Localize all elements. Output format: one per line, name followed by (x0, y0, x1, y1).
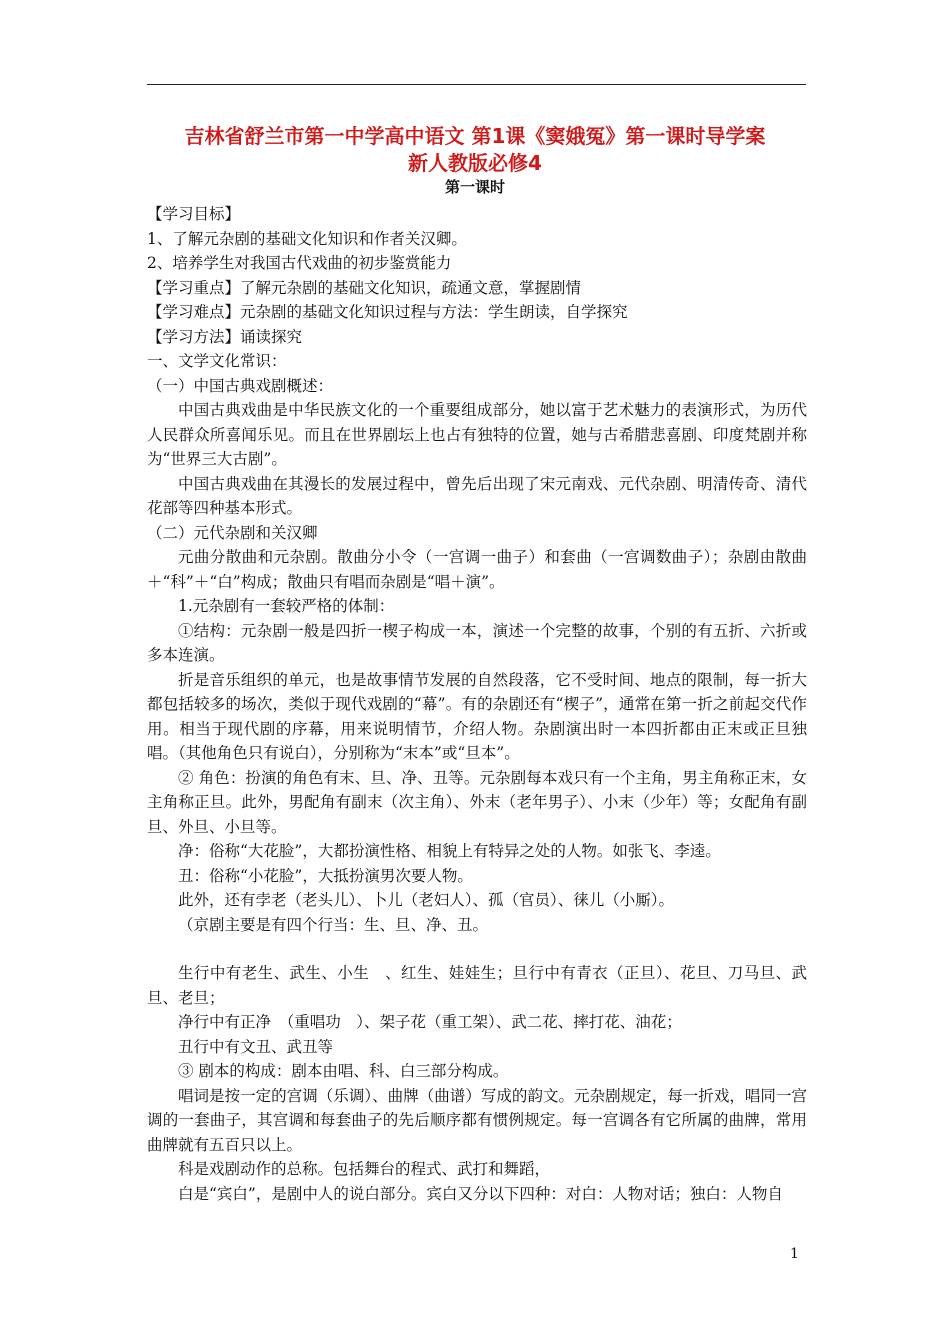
paragraph: 净行中有正净 （重唱功 ）、架子花（重工架）、武二花、摔打花、油花； (178, 1013, 682, 1031)
document-title-line1: 吉林省舒兰市第一中学高中语文 第1课《窦娥冤》第一课时导学案 (184, 124, 766, 148)
paragraph: 丑：俗称“小花脸”，大抵扮演男次要人物。 (178, 866, 473, 885)
objective-item: 1、了解元杂剧的基础文化知识和作者关汉卿。 (147, 229, 467, 248)
lesson-subtitle: 第一课时 (444, 178, 505, 196)
page-number: 1 (790, 1246, 799, 1262)
paragraph: 科是戏剧动作的总称。包括舞台的程式、武打和舞蹈， (178, 1160, 551, 1178)
objective-item: 2、培养学生对我国古代戏曲的初步鉴赏能力 (147, 254, 452, 272)
paragraph: 丑行中有文丑、武丑等 (178, 1037, 334, 1056)
header-rule (147, 84, 806, 85)
document-title-line2: 新人教版必修4 (408, 151, 542, 175)
paragraph: 中国古典戏曲是中华民族文化的一个重要组成部分，她以富于艺术魅力的表演形式，为历代人民群众所喜闻乐见。而且在世界剧坛上也占有独特的位置，她与古希腊悲喜剧、印度梵剧并称为“世界三大古剧”。 (147, 401, 807, 468)
paragraph: 折是音乐组织的单元，也是故事情节发展的自然段落，它不受时间、地点的限制，每一折大都包括较多的场次，类似于现代戏剧的“幕”。有的杂剧还有“楔子”，通常在第一折之前起交代作用。相当于现代剧的序幕，用来说明情节，介绍人物。杂剧演出时一本四折都由正末或正旦独唱。（其他角色只有说白），分别称为“末本”或“旦本”。 (147, 670, 807, 762)
paragraph: ② 角色：扮演的角色有末、旦、净、丑等。元杂剧每本戏只有一个主角，男主角称正末，女主角称正旦。此外，男配角有副末（次主角）、外末（老年男子）、小末（少年）等；女配角有副旦、外旦、小旦等。 (147, 768, 807, 836)
difficulties: 【学习难点】元杂剧的基础文化知识过程与方法：学生朗读，自学探究 (147, 303, 628, 321)
paragraph: 白是“宾白”，是剧中人的说白部分。宾白又分以下四种：对白：人物对话；独白：人物自 (178, 1184, 783, 1203)
paragraph: （京剧主要是有四个行当：生、旦、净、丑。 (178, 915, 489, 934)
subsection-heading: （一）中国古典戏剧概述： (147, 376, 334, 395)
paragraph: 生行中有老生、武生、小生 、红生、娃娃生；旦行中有青衣（正旦）、花旦、刀马旦、武旦、老旦； (147, 964, 807, 1007)
document-body (147, 202, 807, 1206)
section-heading-objectives: 【学习目标】 (147, 205, 241, 223)
paragraph: ①结构：元杂剧一般是四折一楔子构成一本，演述一个完整的故事，个别的有五折、六折或多本连演。 (147, 621, 807, 664)
numbered-heading: 1.元杂剧有一套较严格的体制： (178, 597, 395, 615)
paragraph: ③ 剧本的构成：剧本由唱、科、白三部分构成。 (178, 1062, 509, 1080)
paragraph: 中国古典戏曲在其漫长的发展过程中，曾先后出现了宋元南戏、元代杂剧、明清传奇、清代花部等四种基本形式。 (147, 474, 807, 517)
paragraph: 此外，还有孛老（老头儿）、卜儿（老妇人）、孤（官员）、徕儿（小厮）。 (178, 891, 675, 909)
paragraph: 唱词是按一定的宫调（乐调）、曲牌（曲谱）写成的韵文。元杂剧规定，每一折戏，唱同一宫调的一套曲子，其宫调和每套曲子的先后顺序都有惯例规定。每一宫调各有它所属的曲牌，常用曲牌就有五百只以上。 (147, 1086, 807, 1154)
subsection-heading: （二）元代杂剧和关汉卿 (147, 523, 318, 542)
paragraph: 净：俗称“大花脸”，大都扮演性格、相貌上有特异之处的人物。如张飞、李逵。 (178, 842, 721, 860)
section-heading-1: 一、文学文化常识： (147, 352, 287, 370)
paragraph: 元曲分散曲和元杂剧。散曲分小令（一宫调一曲子）和套曲（一宫调数曲子）；杂剧由散曲＋“科”＋“白”构成；散曲只有唱而杂剧是“唱＋演”。 (147, 548, 807, 591)
key-points: 【学习重点】了解元杂剧的基础文化知识，疏通文意，掌握剧情 (147, 278, 582, 297)
methods: 【学习方法】诵读探究 (147, 327, 303, 346)
